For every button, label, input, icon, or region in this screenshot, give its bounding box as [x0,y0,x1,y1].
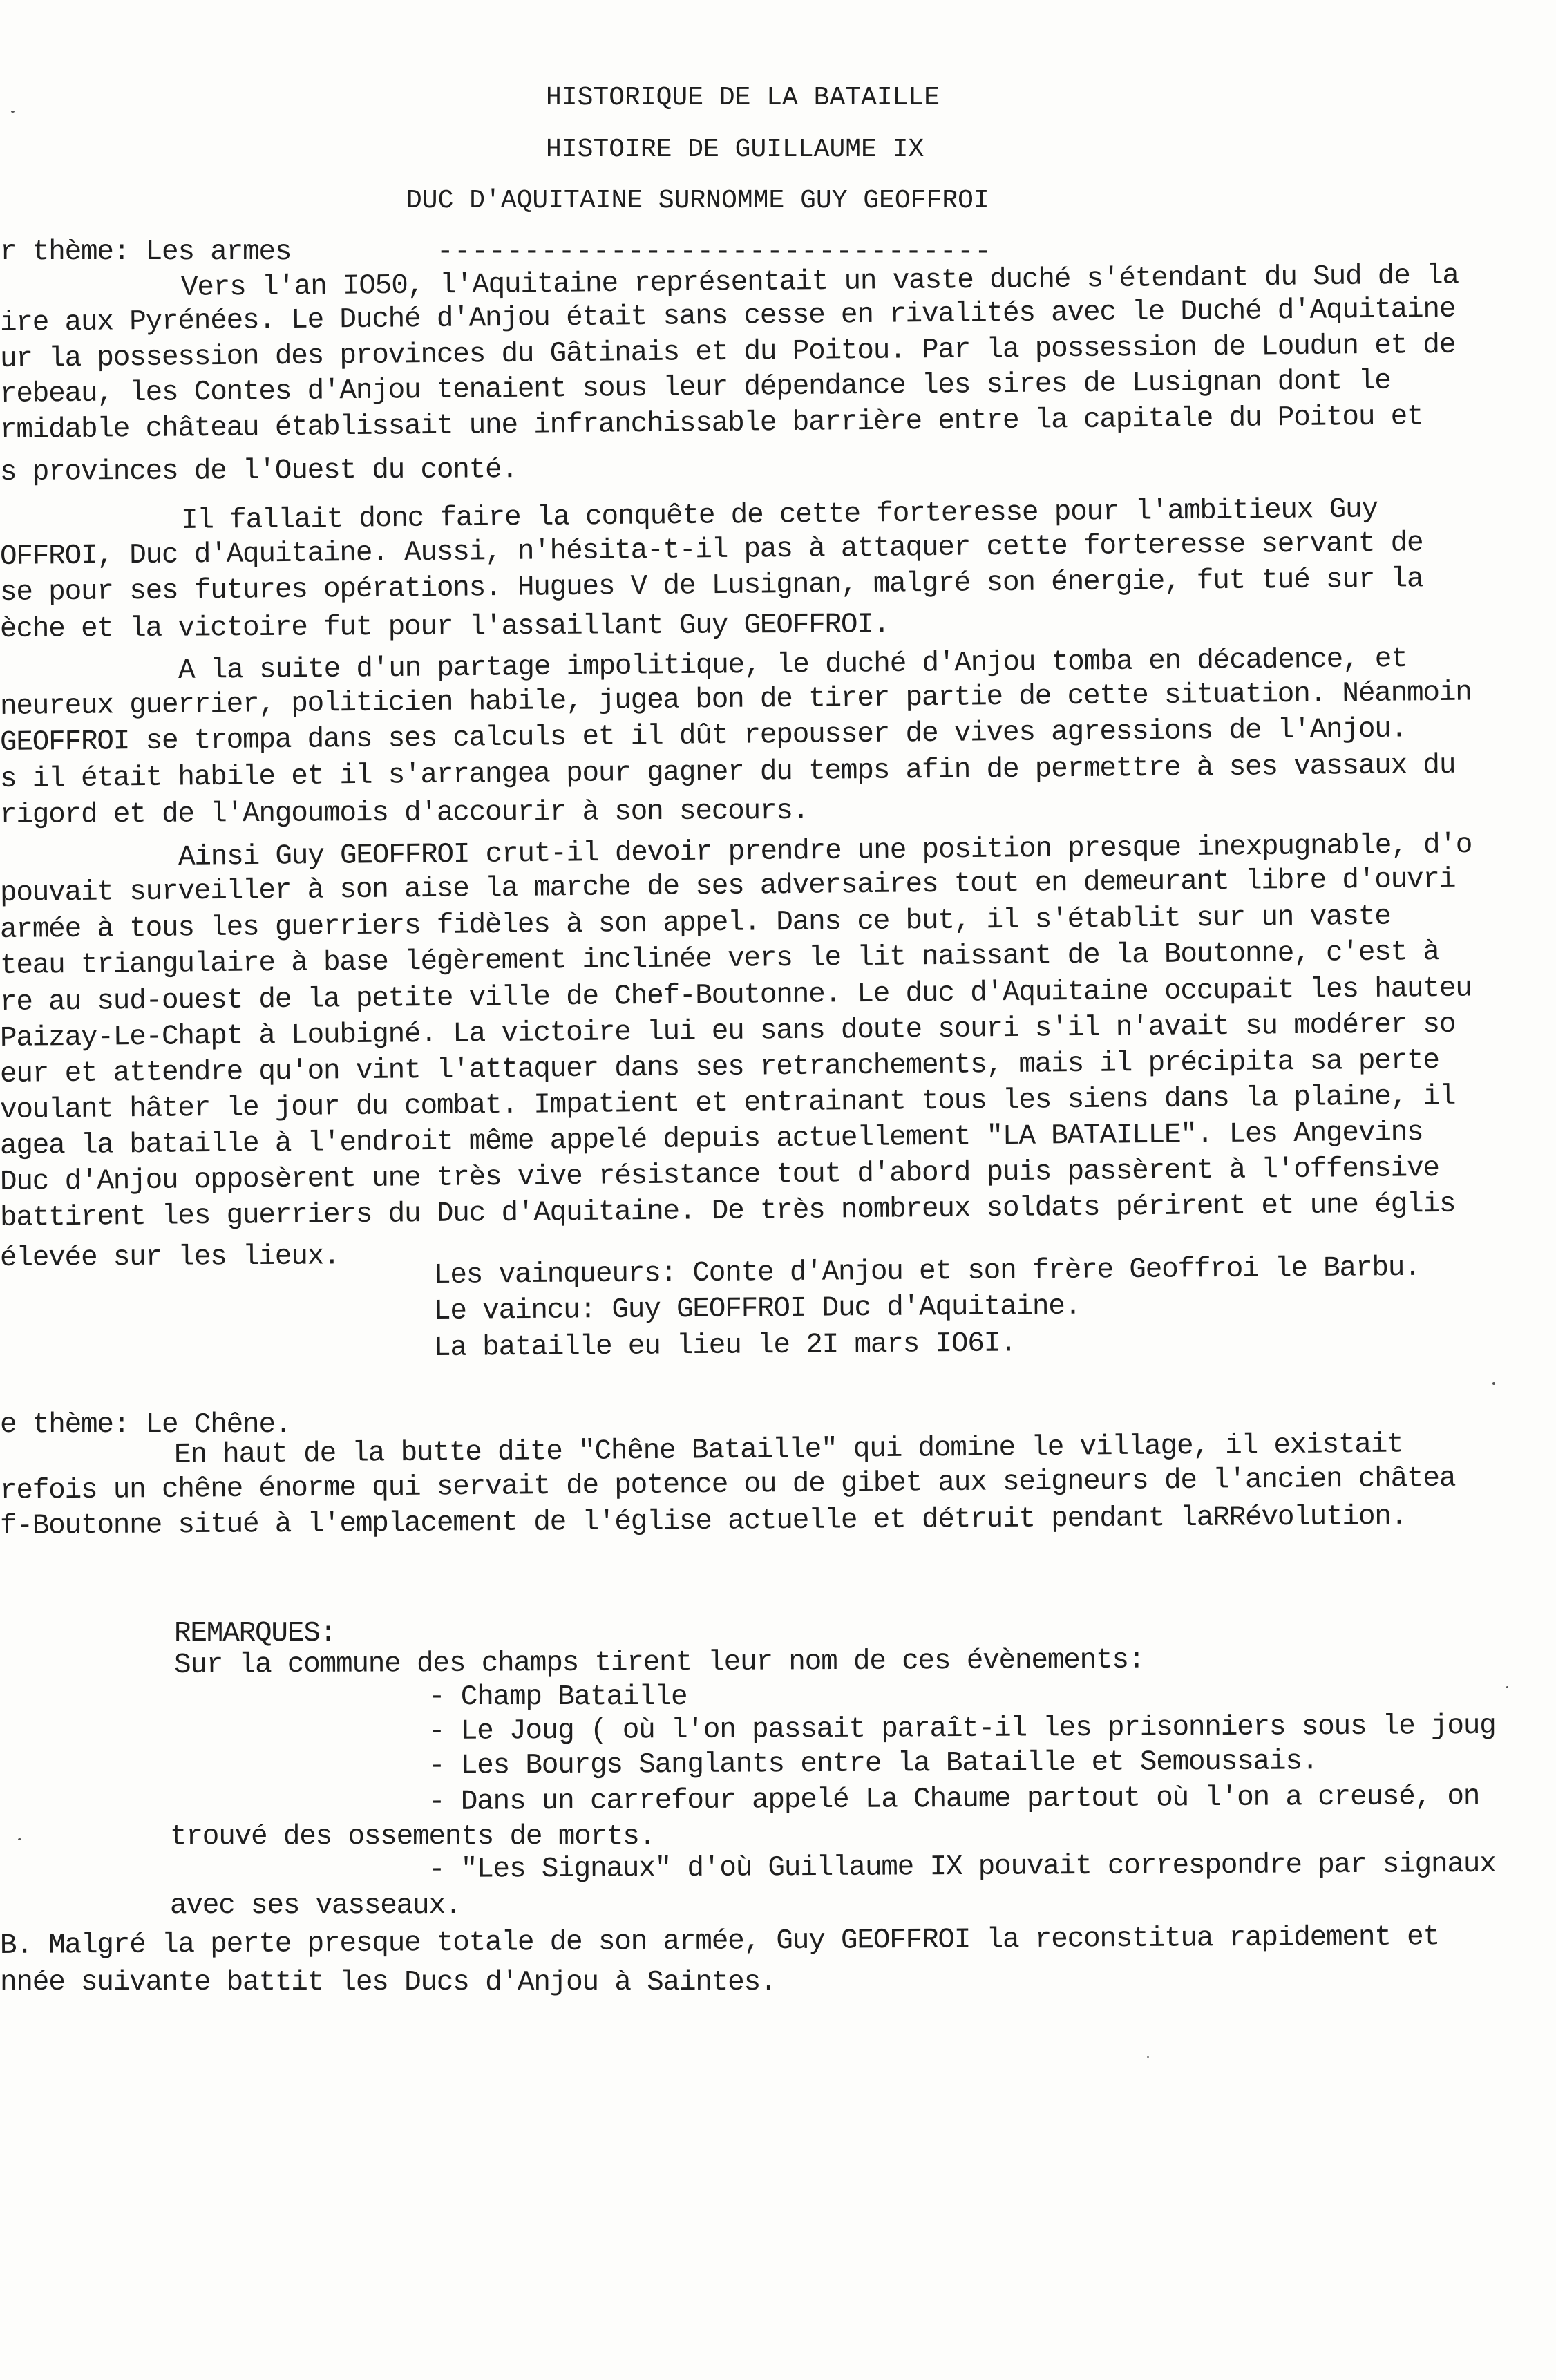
nota-bene-line: B. Malgré la perte presque totale de son armée, Guy GEOFFROI la reconstitua rapidement et [0,1921,1440,1962]
remarques-item: - Dans un carrefour appelé La Chaume partout où l'on a creusé, on [428,1781,1480,1818]
remarques-item: - "Les Signaux" d'où Guillaume IX pouvait correspondre par signaux [428,1848,1496,1886]
summary-date: La bataille eu lieu le 2I mars IO6I. [433,1328,1016,1364]
paragraph-line: ur la possession des provinces du Gâtinais et du Poitou. Par la possession de Loudun et de [0,329,1456,375]
paragraph-line: En haut de la butte dite "Chêne Bataille" qui domine le village, il existait [173,1428,1403,1471]
document-subtitle: HISTOIRE DE GUILLAUME IX [546,135,924,164]
paragraph-line: GEOFFROI se trompa dans ses calculs et il dût repousser de vives agressions de l'Anjou. [0,713,1407,759]
paragraph-line: refois un chêne énorme qui servait de potence ou de gibet aux seigneurs de l'ancien châtea [0,1462,1456,1507]
paragraph-line: ire aux Pyrénées. Le Duché d'Anjou était sans cesse en rivalités avec le Duché d'Aquitaine [0,293,1456,339]
paragraph-line: Ainsi Guy GEOFFROI crut-il devoir prendre une position presque inexpugnable, d'o [178,829,1472,873]
paragraph-line: A la suite d'un partage impolitique, le duché d'Anjou tomba en décadence, et [178,643,1407,687]
paragraph-line: Il fallait donc faire la conquête de cette forteresse pour l'ambitieux Guy [180,493,1378,537]
paragraph-line: teau triangulaire à base légèrement inclinée vers le lit naissant de la Boutonne, c'est à [0,936,1440,982]
summary-vanquished: Le vaincu: Guy GEOFFROI Duc d'Aquitaine. [433,1290,1081,1328]
paragraph-line: s provinces de l'Ouest du conté. [0,454,518,489]
remarques-item-continued: avec ses vasseaux. [170,1890,462,1922]
remarques-item: - Les Bourgs Sanglants entre la Bataille et Semoussais. [428,1746,1318,1782]
paragraph-line: rmidable château établissait une infranchissable barrière entre la capitale du Poitou et [0,401,1423,446]
paragraph-line: neureux guerrier, politicien habile, jugea bon de tirer partie de cette situation. Néanmoin [0,677,1472,723]
document-subtitle-2: DUC D'AQUITAINE SURNOMME GUY GEOFFROI [406,186,989,216]
paragraph-line: armée à tous les guerriers fidèles à son appel. Dans ce but, il s'établit sur un vaste [0,900,1391,946]
heading-rule: -------------------------------- [437,236,992,268]
section-heading-armes: r thème: Les armes [0,236,292,268]
section-heading-chene: e thème: Le Chêne. [0,1409,292,1441]
paragraph-line: rebeau, les Contes d'Anjou tenaient sous leur dépendance les sires de Lusignan dont le [0,365,1391,410]
nota-bene-line: nnée suivante battit les Ducs d'Anjou à Saintes. [0,1967,777,1999]
scan-speck [18,1838,21,1840]
scan-speck [1492,1382,1495,1385]
paragraph-line: rigord et de l'Angoumois d'accourir à son secours. [0,795,809,831]
paragraph-line: Paizay-Le-Chapt à Loubigné. La victoire lui eu sans doute souri s'il n'avait su modérer so [0,1008,1456,1055]
remarques-item: - Champ Bataille [428,1681,687,1713]
remarques-item-continued: trouvé des ossements de morts. [170,1821,656,1853]
scan-speck [11,111,15,113]
remarques-item: - Le Joug ( où l'on passait paraît-il les prisonniers sous le joug [428,1710,1496,1748]
paragraph-line: battirent les guerriers du Duc d'Aquitaine. De très nombreux soldats périrent et une églis [0,1188,1456,1234]
paragraph-line: re au sud-ouest de la petite ville de Chef-Boutonne. Le duc d'Aquitaine occupait les hauteu [0,972,1472,1019]
paragraph-line: èche et la victoire fut pour l'assaillant Guy GEOFFROI. [0,609,890,645]
paragraph-line: OFFROI, Duc d'Aquitaine. Aussi, n'hésita-t-il pas à attaquer cette forteresse servant de [0,527,1423,573]
scan-speck [1147,2056,1149,2058]
document-title: HISTORIQUE DE LA BATAILLE [546,83,940,113]
scan-speck [1506,1686,1508,1688]
paragraph-line: pouvait surveiller à son aise la marche de ses adversaires tout en demeurant libre d'ouvri [0,863,1456,909]
paragraph-line: agea la bataille à l'endroit même appelé depuis actuellement "LA BATAILLE". Les Angevins [0,1117,1423,1162]
summary-victors: Les vainqueurs: Conte d'Anjou et son frère Geoffroi le Barbu. [433,1252,1421,1292]
paragraph-line: f-Boutonne situé à l'emplacement de l'église actuelle et détruit pendant laRRévolution. [0,1500,1407,1542]
paragraph-line: eur et attendre qu'on vint l'attaquer dans ses retranchements, mais il précipita sa perte [0,1045,1440,1090]
paragraph-line: se pour ses futures opérations. Hugues V de Lusignan, malgré son énergie, fut tué sur la [0,563,1423,609]
paragraph-line: Vers l'an IO50, l'Aquitaine représentait un vaste duché s'étendant du Sud de la [180,260,1459,304]
paragraph-line: voulant hâter le jour du combat. Impatient et entrainant tous les siens dans la plaine, il [0,1080,1456,1126]
remarques-intro: Sur la commune des champs tirent leur nom de ces évènements: [173,1644,1145,1681]
remarques-heading: REMARQUES: [174,1618,336,1650]
paragraph-line: Duc d'Anjou opposèrent une très vive résistance tout d'abord puis passèrent à l'offensive [0,1153,1440,1198]
paragraph-line: s il était habile et il s'arrangea pour gagner du temps afin de permettre à ses vassaux du [0,749,1456,795]
paragraph-line: élevée sur les lieux. [0,1240,340,1274]
